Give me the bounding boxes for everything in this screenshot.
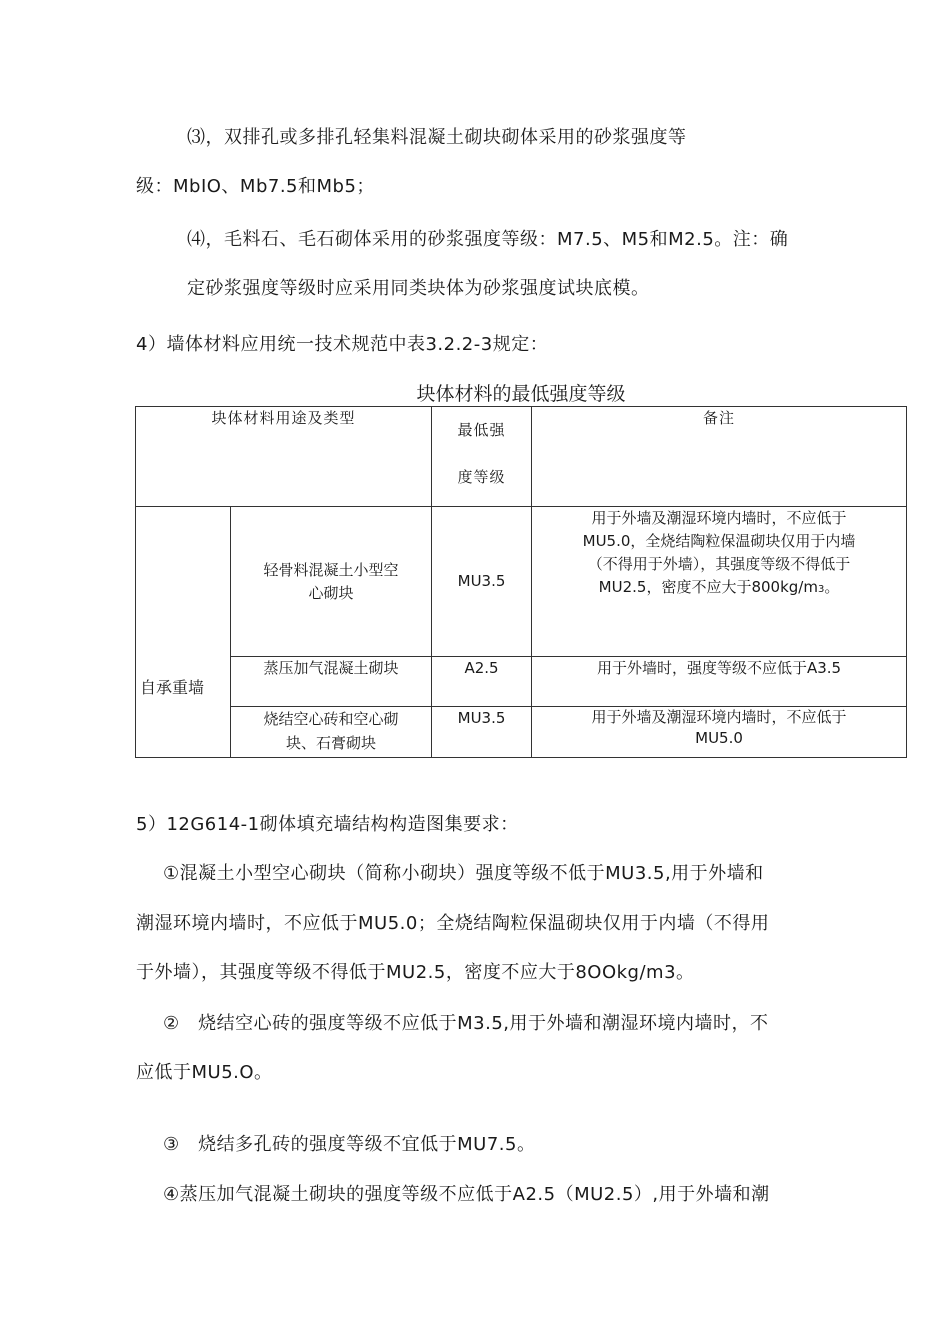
group-self-bearing-wall <box>136 507 231 758</box>
paragraph-item-3: ③ 烧结多孔砖的强度等级不宜低于MU7.5。 <box>163 1134 536 1155</box>
cell-note <box>532 707 907 758</box>
grade-value: A2.5 <box>464 659 499 677</box>
paragraph-mortar-grade-3: ⑶，双排孔或多排孔轻集料混凝土砌块砌体采用的砂浆强度等 <box>187 127 687 148</box>
cell-material <box>231 507 432 657</box>
cell-material <box>231 657 432 707</box>
paragraph-item-1-cont2: 于外墙），其强度等级不得低于MU2.5，密度不应大于8OOkg/m3。 <box>136 962 695 983</box>
paragraph-mortar-grade-4: ⑷，毛料石、毛石砌体采用的砂浆强度等级：M7.5、M5和M2.5。注：确 <box>187 229 789 250</box>
header-min-grade-line2: 度等级 <box>457 468 506 486</box>
table-row <box>136 657 907 707</box>
table-caption: 块体材料的最低强度等级 <box>416 383 626 405</box>
paragraph-section-4: 4）墙体材料应用统一技术规范中表3.2.2-3规定： <box>136 334 549 355</box>
paragraph-mortar-grade-4-cont: 定砂浆强度等级时应采用同类块体为砂浆强度试块底模。 <box>187 278 650 299</box>
header-notes <box>532 407 907 507</box>
material-line: 块、石膏砌块 <box>286 734 377 752</box>
paragraph-item-1-cont: 潮湿环境内墙时，不应低于MU5.0；全烧结陶粒保温砌块仅用于内墙（不得用 <box>136 913 770 934</box>
grade-value: MU3.5 <box>457 572 506 590</box>
paragraph-item-2-cont: 应低于MU5.O。 <box>136 1062 273 1083</box>
material-line: 烧结空心砖和空心砌 <box>263 710 399 728</box>
note-line: 用于外墙时，强度等级不应低于A3.5 <box>596 659 842 677</box>
paragraph-mortar-grade-3-cont: 级：MbIO、Mb7.5和Mb5； <box>136 176 375 197</box>
table-row <box>136 507 907 657</box>
table-header-row <box>136 407 907 507</box>
header-min-grade <box>432 407 532 507</box>
header-usage-type <box>136 407 432 507</box>
cell-grade <box>432 507 532 657</box>
material-line: 蒸压加气混凝土砌块 <box>263 659 399 677</box>
note-unit-superscript: 3 <box>817 584 825 595</box>
paragraph-item-1: ①混凝土小型空心砌块（简称小砌块）强度等级不低于MU3.5,用于外墙和 <box>163 863 764 884</box>
header-usage-type-label: 块体材料用途及类型 <box>211 409 356 427</box>
cell-note <box>532 507 907 657</box>
cell-grade <box>432 707 532 758</box>
paragraph-item-2: ② 烧结空心砖的强度等级不应低于M3.5,用于外墙和潮湿环境内墙时，不 <box>163 1013 769 1034</box>
note-text: 。 <box>824 578 840 596</box>
note-line: 用于外墙及潮湿环境内墙时，不应低于 <box>591 509 847 527</box>
cell-grade <box>432 657 532 707</box>
grade-value: MU3.5 <box>457 709 506 727</box>
header-min-grade-line1: 最低强 <box>457 421 506 439</box>
material-line: 轻骨料混凝土小型空 <box>263 560 399 579</box>
note-line: 用于外墙及潮湿环境内墙时，不应低于 <box>591 708 847 726</box>
note-line <box>532 576 906 601</box>
note-line: MU5.0，全烧结陶粒保温砌块仅用于内墙 <box>582 532 856 550</box>
strength-grade-table <box>135 406 907 758</box>
group-label: 自承重墙 <box>140 677 205 697</box>
paragraph-section-5: 5）12G614-1砌体填充墙结构构造图集要求： <box>136 814 519 835</box>
table-row <box>136 707 907 758</box>
material-line: 心砌块 <box>308 583 354 602</box>
note-line: MU5.0 <box>695 729 743 747</box>
cell-material <box>231 707 432 758</box>
note-text: MU2.5，密度不应大于800kg/m <box>598 578 818 596</box>
note-line: （不得用于外墙），其强度等级不得低于 <box>587 555 851 573</box>
cell-note <box>532 657 907 707</box>
header-notes-label: 备注 <box>703 409 736 427</box>
paragraph-item-4: ④蒸压加气混凝土砌块的强度等级不应低于A2.5（MU2.5）,用于外墙和潮 <box>163 1184 770 1205</box>
